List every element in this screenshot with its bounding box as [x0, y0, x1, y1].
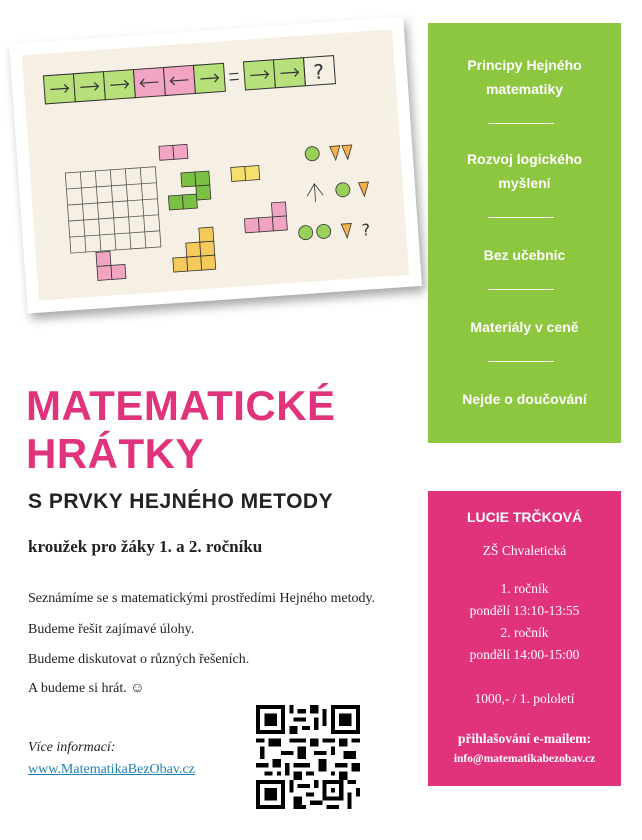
contact-email[interactable]: info@matematikabezobav.cz: [453, 753, 596, 765]
feature-item: [428, 243, 621, 267]
subtitle: S PRVKY HEJNÉHO METODY: [28, 490, 334, 513]
page-title: [26, 382, 336, 478]
feature-item: [428, 147, 621, 195]
description-line: Budeme řešit zajímavé úlohy.: [28, 622, 195, 637]
description-line: A budeme si hrát. ☺: [28, 681, 145, 696]
more-info-label: Více informací:: [28, 740, 116, 755]
feature-item: [428, 387, 621, 411]
description-line: Budeme diskutovat o různých řešeních.: [28, 652, 250, 667]
separator: [488, 361, 554, 362]
feature-label: Bez učebnic: [483, 247, 566, 263]
price: 1000,- / 1. pololetí: [474, 691, 575, 706]
feature-item: [428, 315, 621, 339]
contact-panel: [428, 491, 621, 786]
feature-item: [428, 53, 621, 101]
website-link[interactable]: www.MatematikaBezObav.cz: [28, 762, 195, 777]
feature-label: Nejde o doučování: [462, 391, 587, 407]
feature-label: Rozvoj logického myšlení: [466, 151, 583, 191]
grade-2-time: pondělí 14:00-15:00: [469, 647, 580, 662]
signup-label: přihlašování e-mailem:: [457, 731, 592, 746]
feature-label: Principy Hejného matematiky: [467, 57, 582, 97]
separator: [488, 217, 554, 218]
description-line: Seznámíme se s matematickými prostředími Hejného metody.: [28, 591, 376, 606]
qr-code: [256, 705, 360, 809]
grade-2-label: 2. ročník: [500, 625, 549, 640]
teacher-name: LUCIE TRČKOVÁ: [466, 509, 583, 525]
worksheet-photo: [9, 17, 422, 314]
features-panel: [428, 23, 621, 443]
feature-label: Materiály v ceně: [470, 319, 579, 335]
svg-text:?: ?: [312, 59, 325, 85]
title-line-1: MATEMATICKÉ: [26, 382, 336, 429]
separator: [488, 289, 554, 290]
separator: [488, 123, 554, 124]
grade-1-time: pondělí 13:10-13:55: [469, 603, 580, 618]
title-line-2: HRÁTKY: [26, 430, 204, 477]
svg-text:?: ?: [361, 220, 371, 240]
grade-1-label: 1. ročník: [500, 581, 549, 596]
school-name: ZŠ Chvaletická: [482, 543, 567, 558]
tagline: kroužek pro žáky 1. a 2. ročníku: [28, 537, 263, 556]
worksheet-illustration: [22, 29, 409, 300]
